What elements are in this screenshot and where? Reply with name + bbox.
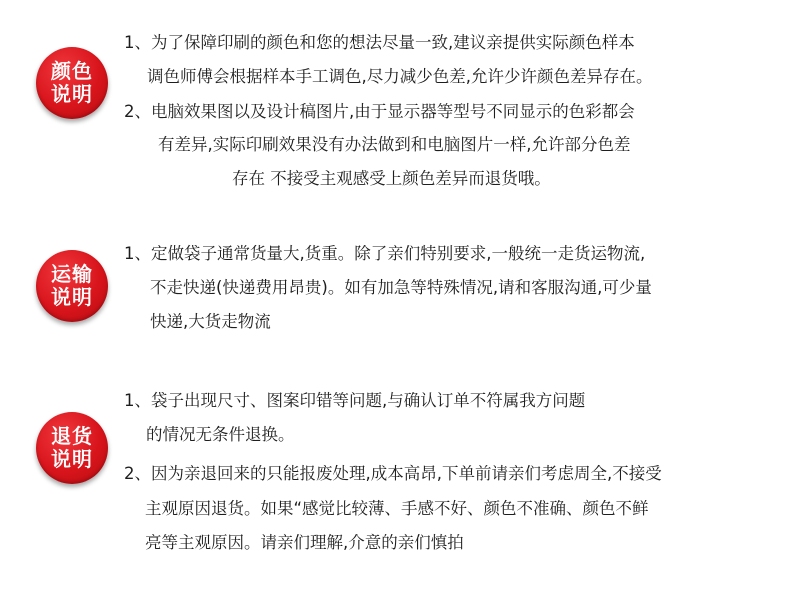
- shipping-note-badge: [36, 250, 108, 322]
- shipping-note-line-3: 快递,大货走物流: [150, 312, 271, 331]
- color-note-line-1: 1、为了保障印刷的颜色和您的想法尽量一致,建议亲提供实际颜色样本: [124, 33, 635, 52]
- badge-line-2: 说明: [51, 285, 93, 309]
- return-note-line-5: 亮等主观原因。请亲们理解,介意的亲们慎拍: [145, 533, 464, 552]
- return-note-line-2: 的情况无条件退换。: [146, 425, 295, 444]
- badge-line-2: 说明: [51, 447, 93, 471]
- return-note-line-1: 1、袋子出现尺寸、图案印错等问题,与确认订单不符属我方问题: [124, 391, 586, 410]
- badge-line-2: 说明: [51, 82, 93, 106]
- color-note-badge: [36, 47, 108, 119]
- badge-line-1: 运输: [51, 262, 93, 286]
- badge-line-1: 退货: [51, 424, 93, 448]
- return-note-line-4: 主观原因退货。如果“感觉比较薄、手感不好、颜色不准确、颜色不鲜: [145, 499, 649, 518]
- shipping-note-line-1: 1、定做袋子通常货量大,货重。除了亲们特别要求,一般统一走货运物流,: [124, 244, 646, 263]
- color-note-line-4: 有差异,实际印刷效果没有办法做到和电脑图片一样,允许部分色差: [158, 135, 631, 154]
- color-note-line-5: 存在 不接受主观感受上颜色差异而退货哦。: [232, 169, 551, 188]
- badge-line-1: 颜色: [51, 59, 93, 83]
- return-note-line-3: 2、因为亲退回来的只能报废处理,成本高昂,下单前请亲们考虑周全,不接受: [124, 464, 662, 483]
- color-note-line-3: 2、电脑效果图以及设计稿图片,由于显示器等型号不同显示的色彩都会: [124, 102, 635, 121]
- shipping-note-line-2: 不走快递(快递费用昂贵)。如有加急等特殊情况,请和客服沟通,可少量: [150, 278, 652, 297]
- return-note-badge: [36, 412, 108, 484]
- color-note-line-2: 调色师傅会根据样本手工调色,尽力减少色差,允许少许颜色差异存在。: [147, 67, 653, 86]
